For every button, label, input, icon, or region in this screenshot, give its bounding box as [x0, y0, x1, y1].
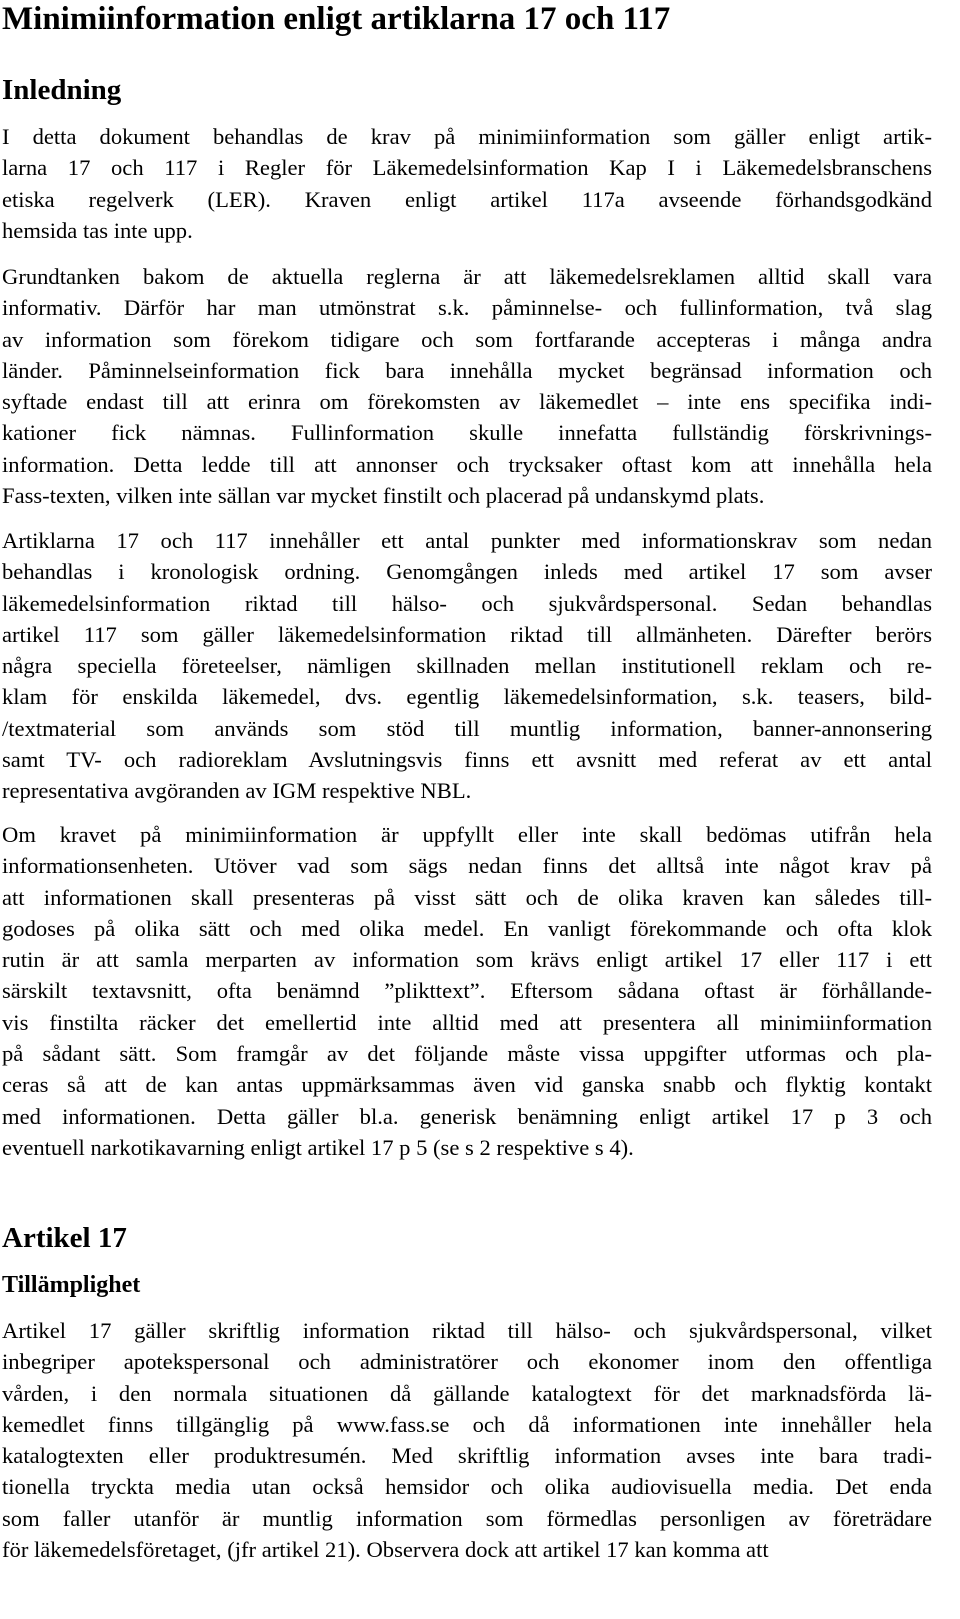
text-line: Artikel 17 gäller skriftlig information riktad till hälso- och sjukvårdspersonal, vilket	[2, 1318, 932, 1343]
document-title: Minimiinformation enligt artiklarna 17 och 117	[2, 1, 671, 37]
paragraph-intro	[2, 121, 932, 246]
text-line: på sådant sätt. Som framgår av det följande måste vissa uppgifter utformas och pla-	[2, 1041, 932, 1067]
text-line: syftade endast till att erinra om förekomsten av läkemedlet – inte ens specifika indi-	[2, 389, 932, 415]
text-line: behandlas i kronologisk ordning. Genomgången inleds med artikel 17 som avser	[2, 559, 932, 585]
text-line: som faller utanför är muntlig information som förmedlas personligen av företrädare	[2, 1505, 932, 1531]
text-line: Artiklarna 17 och 117 innehåller ett antal punkter med informationskrav som nedan	[2, 528, 932, 553]
paragraph-artiklarna	[2, 525, 932, 807]
text-line: några speciella företeelser, nämligen skillnaden mellan institutionell reklam och re-	[2, 653, 932, 679]
text-line: Grundtanken bakom de aktuella reglerna är att läkemedelsreklamen alltid skall vara	[2, 264, 932, 289]
text-line: Om kravet på minimiinformation är uppfyllt eller inte skall bedömas utifrån hela	[2, 822, 932, 847]
text-line: kemedlet finns tillgänglig på www.fass.se och då informationen inte innehåller hela	[2, 1411, 932, 1437]
text-line: tionella tryckta media utan också hemsidor och olika audiovisuella media. Det enda	[2, 1474, 932, 1500]
text-line: artikel 117 som gäller läkemedelsinformation riktad till allmänheten. Därefter berörs	[2, 621, 932, 647]
paragraph-grundtanken	[2, 261, 932, 511]
text-line: godoses på olika sätt och med olika medel. En vanligt förekommande och ofta klok	[2, 915, 932, 941]
text-line: av information som förekom tidigare och som fortfarande accepteras i många andra	[2, 326, 932, 352]
text-line: inbegriper apotekspersonal och administratörer och ekonomer inom den offentliga	[2, 1349, 932, 1375]
text-line: samt TV- och radioreklam Avslutningsvis finns ett avsnitt med referat av ett antal	[2, 747, 932, 773]
text-line: läkemedelsinformation riktad till hälso- och sjukvårdspersonal. Sedan behandlas	[2, 590, 932, 616]
subsection-heading-tillamplighet: Tillämplighet	[2, 1272, 141, 1298]
text-line: länder. Påminnelseinformation fick bara innehålla mycket begränsad information och	[2, 357, 932, 383]
text-line: eventuell narkotikavarning enligt artikel 17 p 5 (se s 2 respektive s 4).	[2, 1134, 634, 1160]
text-line: klam för enskilda läkemedel, dvs. egentlig läkemedelsinformation, s.k. teasers, bild-	[2, 684, 932, 710]
text-line: särskilt textavsnitt, ofta benämnd ”plikttext”. Eftersom sådana oftast är förhållande-	[2, 978, 932, 1004]
text-line: information. Detta ledde till att annonser och trycksaker oftast kom att innehålla hela	[2, 451, 932, 477]
text-line: katalogtexten eller produktresumén. Med skriftlig information avses inte bara tradi-	[2, 1443, 932, 1469]
text-line: att informationen skall presenteras på visst sätt och de olika kraven kan således till-	[2, 884, 932, 910]
text-line: rutin är att samla merparten av information som krävs enligt artikel 17 eller 117 i ett	[2, 947, 932, 973]
section-heading-artikel-17: Artikel 17	[2, 1222, 127, 1254]
text-line: ceras så att de kan antas uppmärksammas även vid ganska snabb och flyktig kontakt	[2, 1072, 932, 1098]
text-line: etiska regelverk (LER). Kraven enligt artikel 117a avseende förhandsgodkänd	[2, 186, 932, 212]
text-line: larna 17 och 117 i Regler för Läkemedelsinformation Kap I i Läkemedelsbranschens	[2, 155, 932, 181]
section-heading-inledning: Inledning	[2, 74, 122, 106]
text-line: kationer fick nämnas. Fullinformation skulle innefatta fullständig förskrivnings-	[2, 420, 932, 446]
text-line: för läkemedelsföretaget, (jfr artikel 21). Observera dock att artikel 17 kan komma att	[2, 1537, 769, 1563]
text-line: I detta dokument behandlas de krav på minimiinformation som gäller enligt artik-	[2, 124, 932, 149]
paragraph-tillamplighet	[2, 1315, 932, 1565]
text-line: representativa avgöranden av IGM respektive NBL.	[2, 778, 472, 804]
paragraph-minimiinformation	[2, 819, 932, 1163]
text-line: /textmaterial som används som stöd till muntlig information, banner-annonsering	[2, 715, 932, 741]
text-line: Fass-texten, vilken inte sällan var mycket finstilt och placerad på undanskymd plats.	[2, 483, 765, 509]
text-line: med informationen. Detta gäller bl.a. generisk benämning enligt artikel 17 p 3 och	[2, 1103, 932, 1129]
text-line: hemsida tas inte upp.	[2, 217, 193, 243]
text-line: informationsenheten. Utöver vad som sägs nedan finns det alltså inte något krav på	[2, 853, 932, 879]
text-line: informativ. Därför har man utmönstrat s.k. påminnelse- och fullinformation, två slag	[2, 295, 932, 321]
text-line: vården, i den normala situationen då gällande katalogtext för det marknadsförda lä-	[2, 1380, 932, 1406]
text-line: vis finstilta räcker det emellertid inte alltid med att presentera all minimiinformation	[2, 1009, 932, 1035]
